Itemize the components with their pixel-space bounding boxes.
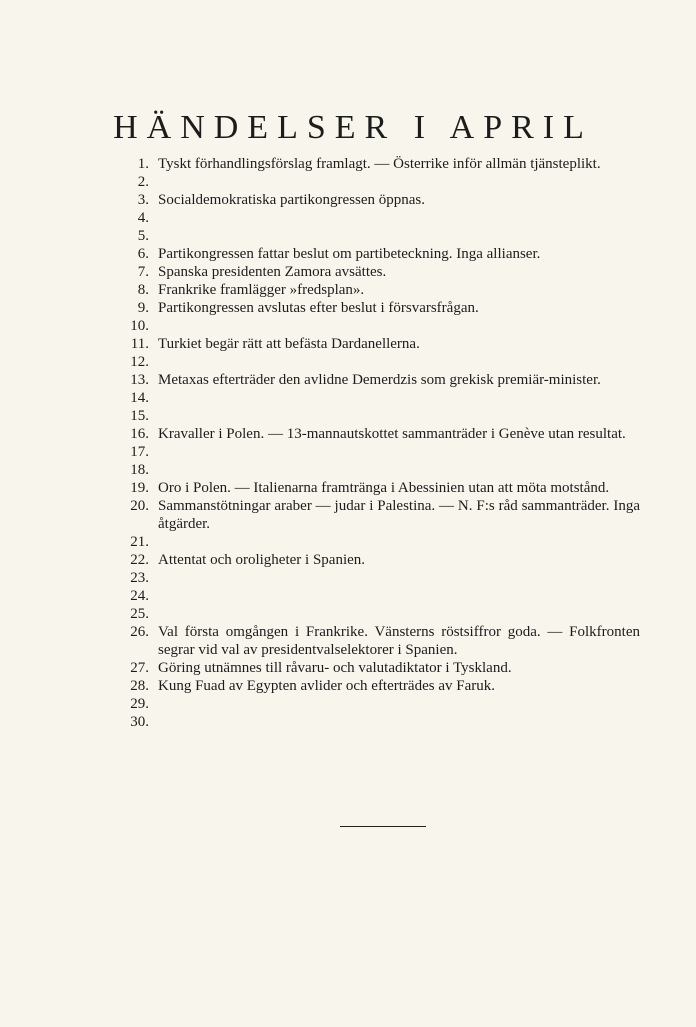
- event-day-number: 20.: [130, 498, 149, 514]
- event-list: [120, 155, 640, 731]
- event-day-number: 28.: [130, 678, 149, 694]
- event-day-number: 11.: [130, 336, 149, 352]
- event-text: Turkiet begär rätt att befästa Dardanellerna.: [158, 336, 420, 352]
- event-day-number: 16.: [130, 426, 149, 442]
- event-text: [158, 533, 640, 551]
- event-day-number: 21.: [130, 534, 149, 550]
- event-text: [158, 605, 640, 623]
- event-entry: [120, 659, 640, 677]
- event-entry: [120, 191, 640, 209]
- event-entry: [120, 677, 640, 695]
- event-day-number: 13.: [130, 372, 149, 388]
- event-day-number: 24.: [130, 588, 149, 604]
- event-text: Partikongressen avslutas efter beslut i försvarsfrågan.: [158, 300, 479, 316]
- event-day-number: 14.: [130, 390, 149, 406]
- event-entry: [120, 605, 640, 623]
- event-entry: [120, 425, 640, 443]
- event-day-number: 22.: [130, 552, 149, 568]
- event-text: Metaxas efterträder den avlidne Demerdzis som grekisk premiär-minister.: [158, 372, 601, 388]
- event-entry: [120, 533, 640, 551]
- event-text: [158, 317, 640, 335]
- event-day-number: 19.: [130, 480, 149, 496]
- event-entry: [120, 353, 640, 371]
- event-day-number: 15.: [130, 408, 149, 424]
- closing-rule: [340, 826, 426, 827]
- event-day-number: 12.: [130, 354, 149, 370]
- event-day-number: 1.: [137, 156, 149, 172]
- event-text: [158, 407, 640, 425]
- event-text: [158, 443, 640, 461]
- event-text: [158, 353, 640, 371]
- event-entry: [120, 623, 640, 659]
- event-day-number: 3.: [137, 192, 149, 208]
- event-entry: [120, 389, 640, 407]
- event-entry: [120, 695, 640, 713]
- event-text: Oro i Polen. — Italienarna framtränga i Abessinien utan att möta motstånd.: [158, 480, 610, 496]
- event-text: Tyskt förhandlingsförslag framlagt. — Österrike inför allmän tjänsteplikt.: [158, 156, 601, 172]
- event-day-number: 9.: [137, 300, 149, 316]
- event-entry: [120, 335, 640, 353]
- event-entry: [120, 497, 640, 533]
- event-text: [158, 389, 640, 407]
- event-entry: [120, 209, 640, 227]
- event-day-number: 2.: [137, 174, 149, 190]
- event-text: Göring utnämnes till råvaru- och valutadiktator i Tyskland.: [158, 660, 512, 676]
- event-text: Partikongressen fattar beslut om partibeteckning. Inga allianser.: [158, 246, 541, 262]
- event-text: Sammanstötningar araber — judar i Palestina. — N. F:s råd sammanträder. Inga åtgärder.: [158, 498, 640, 532]
- event-entry: [120, 551, 640, 569]
- page-title: HÄNDELSER I APRIL: [113, 108, 593, 146]
- event-day-number: 4.: [137, 210, 149, 226]
- event-entry: [120, 713, 640, 731]
- event-text: [158, 713, 640, 731]
- event-text: [158, 173, 640, 191]
- event-entry: [120, 479, 640, 497]
- event-text: [158, 461, 640, 479]
- event-text: Frankrike framlägger »fredsplan».: [158, 282, 365, 298]
- event-day-number: 29.: [130, 696, 149, 712]
- event-day-number: 7.: [137, 264, 149, 280]
- event-text: Val första omgången i Frankrike. Vänsterns röstsiffror goda. — Folkfronten segrar vid val av presidentvalselektorer i Spanien.: [158, 624, 640, 658]
- event-text: Kung Fuad av Egypten avlider och efterträdes av Faruk.: [158, 678, 495, 694]
- event-entry: [120, 173, 640, 191]
- event-entry: [120, 227, 640, 245]
- event-entry: [120, 245, 640, 263]
- event-entry: [120, 299, 640, 317]
- event-text: [158, 227, 640, 245]
- event-entry: [120, 407, 640, 425]
- event-entry: [120, 569, 640, 587]
- event-entry: [120, 461, 640, 479]
- event-text: Socialdemokratiska partikongressen öppnas.: [158, 192, 426, 208]
- event-text: Spanska presidenten Zamora avsättes.: [158, 264, 387, 280]
- event-day-number: 17.: [130, 444, 149, 460]
- event-day-number: 27.: [130, 660, 149, 676]
- event-day-number: 26.: [130, 624, 149, 640]
- event-day-number: 25.: [130, 606, 149, 622]
- event-entry: [120, 587, 640, 605]
- event-day-number: 8.: [137, 282, 149, 298]
- event-day-number: 5.: [137, 228, 149, 244]
- event-text: [158, 209, 640, 227]
- event-text: [158, 569, 640, 587]
- event-text: Kravaller i Polen. — 13-mannautskottet sammanträder i Genève utan resultat.: [158, 426, 626, 442]
- event-entry: [120, 263, 640, 281]
- event-entry: [120, 317, 640, 335]
- event-text: [158, 587, 640, 605]
- event-day-number: 6.: [137, 246, 149, 262]
- event-text: Attentat och oroligheter i Spanien.: [158, 552, 366, 568]
- event-day-number: 30.: [130, 714, 149, 730]
- event-entry: [120, 371, 640, 389]
- event-text: [158, 695, 640, 713]
- event-day-number: 10.: [130, 318, 149, 334]
- event-entry: [120, 155, 640, 173]
- event-entry: [120, 281, 640, 299]
- event-day-number: 23.: [130, 570, 149, 586]
- event-day-number: 18.: [130, 462, 149, 478]
- event-entry: [120, 443, 640, 461]
